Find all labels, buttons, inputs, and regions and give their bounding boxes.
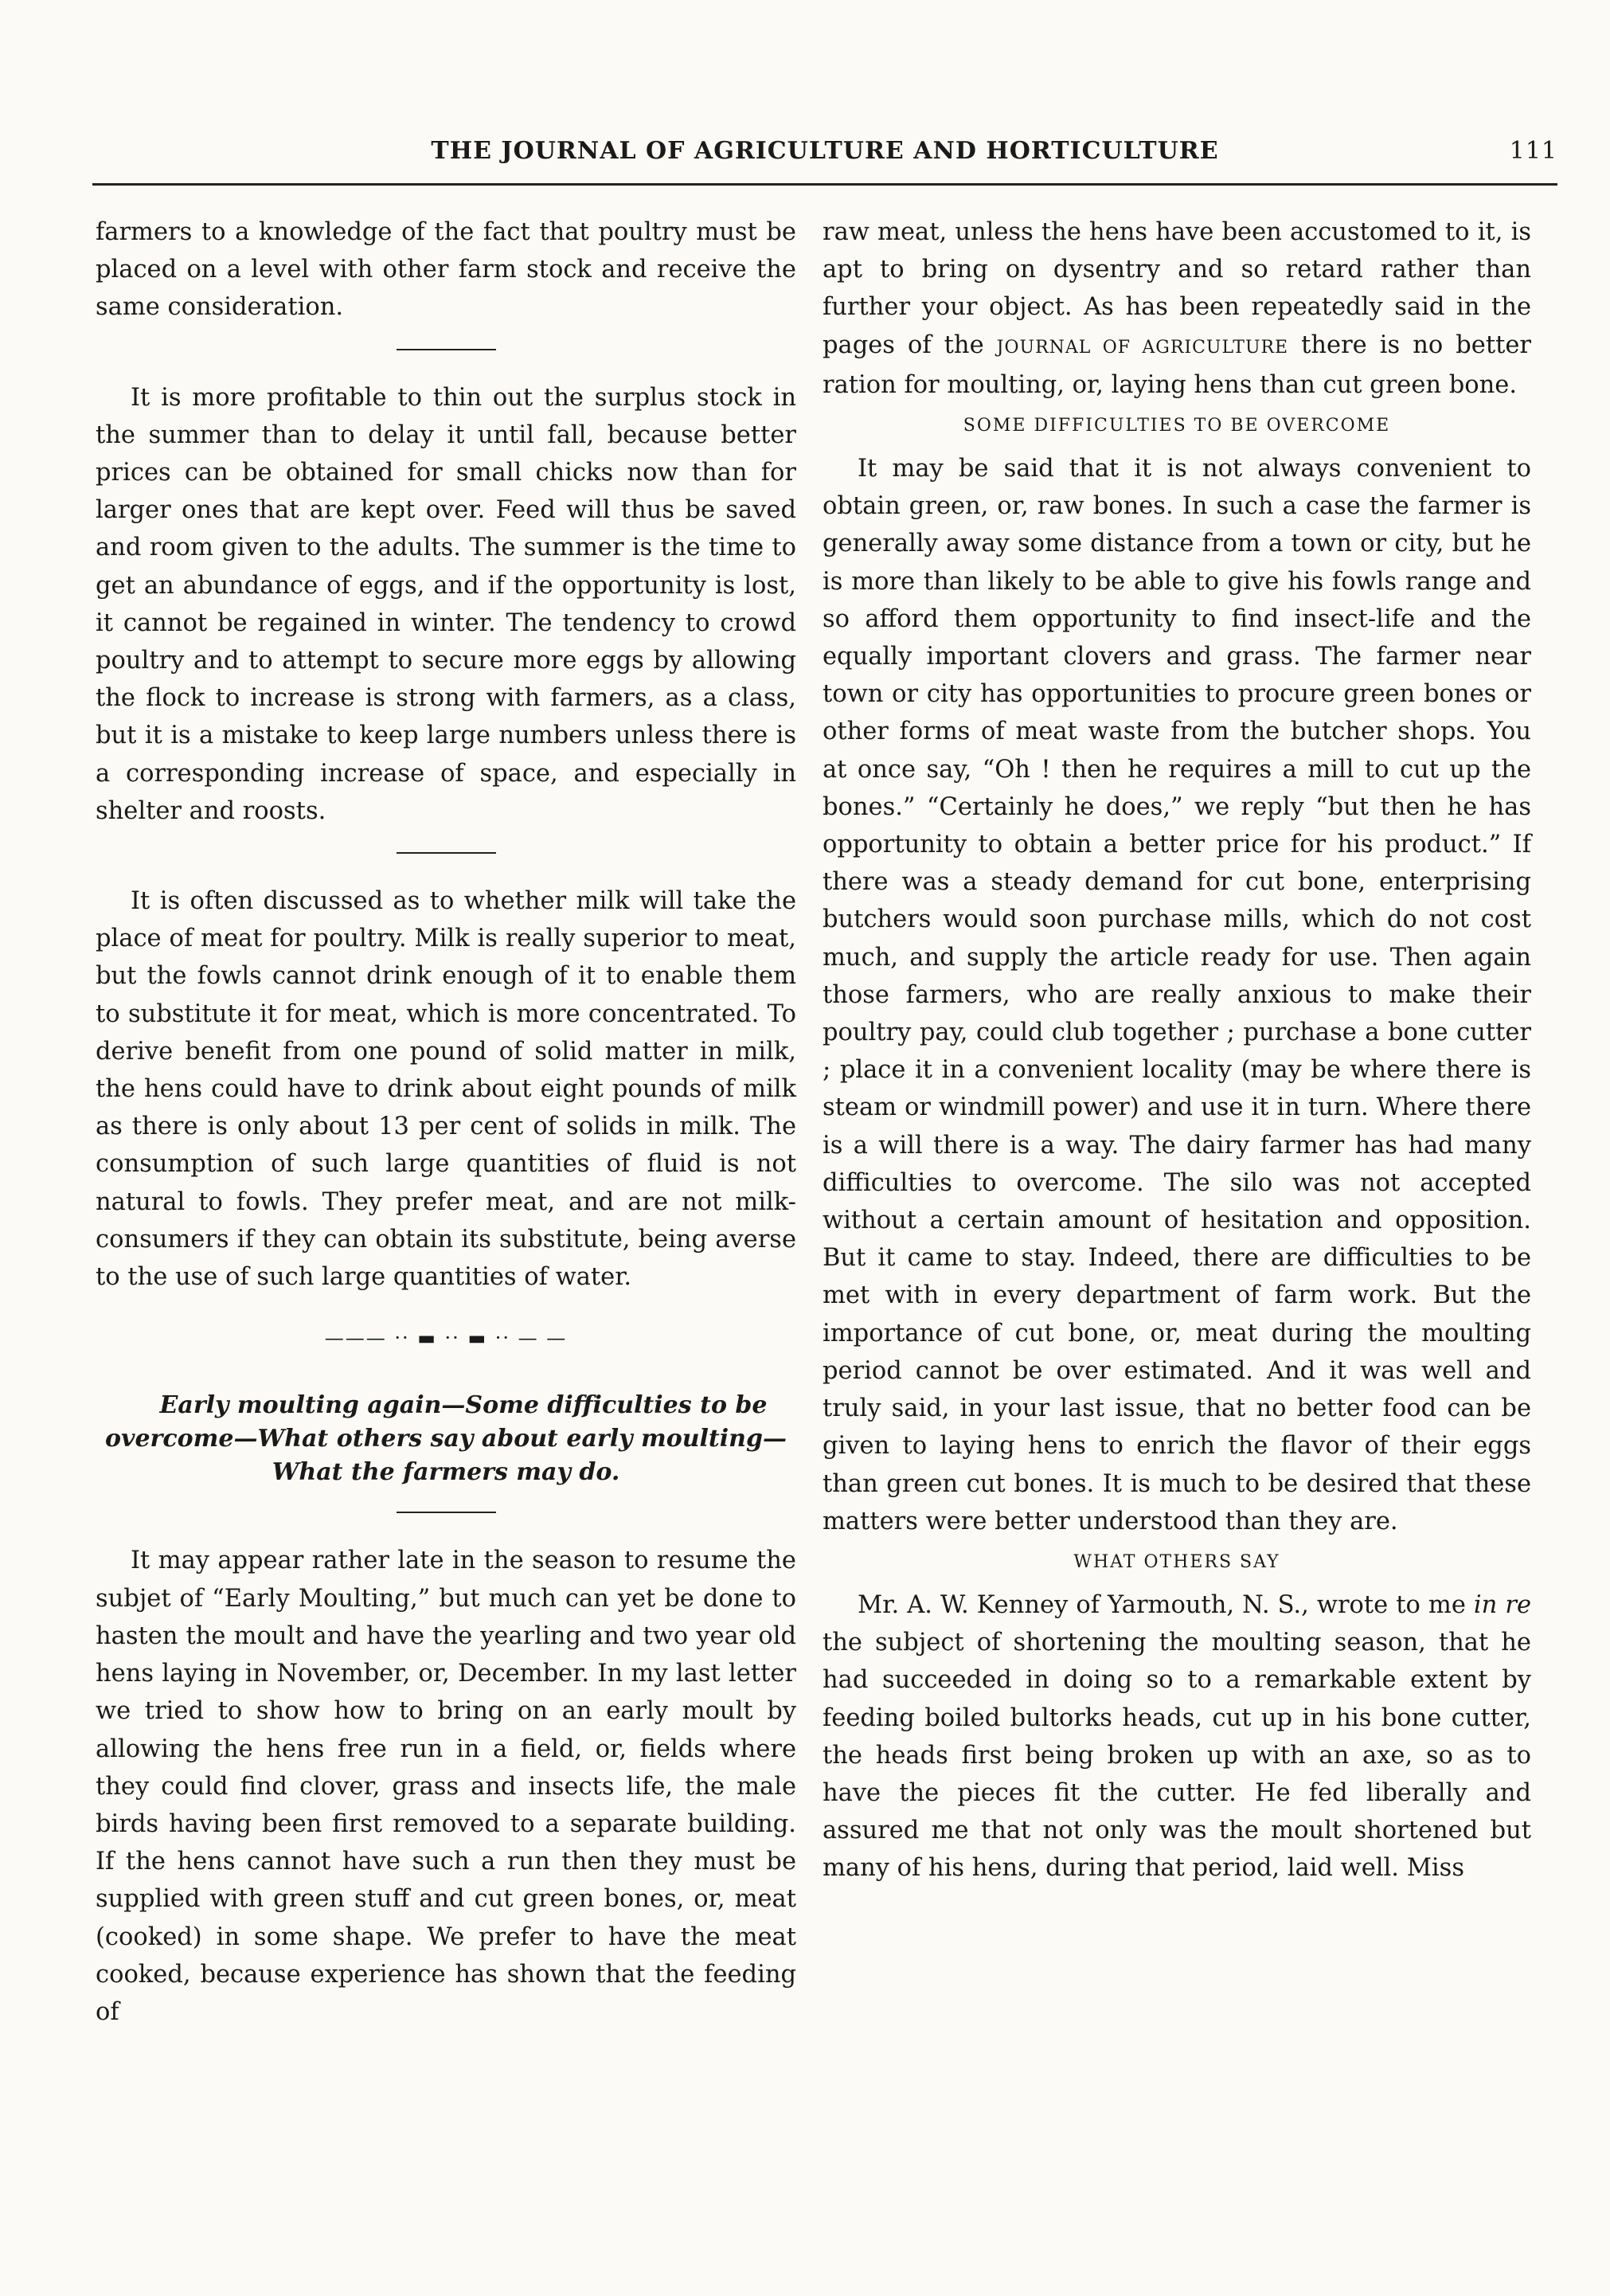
text-span: raw meat, unless the hens have been accustomed to it, is apt to bring on dysentry and so retard rather than further your object. As has been repeatedly said in the pages of the <box>823 218 1531 359</box>
text-span: there is no better ration for moulting, or, laying hens than cut green bone. <box>823 331 1531 399</box>
paragraph-surplus-stock: It is more profitable to thin out the surplus stock in the summer than to delay it until fall, because better prices can be obtained for small chicks now than for larger ones that are kept over. Feed will thus be saved and room given to the adults. The summer is the time to get an abundance of eggs, and if the opportunity is lost, it cannot be regained in winter. The tendency to crowd poultry and to attempt to secure more eggs by allowing the flock to increase is strong with farmers, as a class, but it is a mistake to keep large numbers unless there is a corresponding increase of space, and especially in shelter and roosts. <box>96 383 796 825</box>
header-rule <box>92 183 1557 186</box>
text-span: the subject of shortening the moulting season, that he had succeeded in doing so to a remarkable extent by feeding boiled bultorks heads, cut up in his bone cutter, the heads first being broken up with an axe, so as to have the pieces fit the cutter. He fed liberally and assured me that not only was the moult shortened but many of his hens, during that period, laid well. Miss <box>823 1629 1531 1883</box>
section-divider <box>397 349 496 350</box>
paragraph-continued: farmers to a knowledge of the fact that poultry must be placed on a level with other farm stock and receive the same consideration. <box>96 218 796 322</box>
paragraph-milk-vs-meat: It is often discussed as to whether milk will take the place of meat for poultry. Milk is really superior to meat, but the fowls cannot drink enough of it to enable them to substitute it for meat, which is more concentrated. To derive benefit from one pound of solid matter in milk, the hens could have to drink about eight pounds of milk as there is only about 13 per cent of solids in milk. The consumption of such large quantities of fluid is not natural to fowls. They prefer meat, and are not milk-consumers if they can obtain its substitute, being averse to the use of such large quantities of water. <box>96 887 796 1292</box>
subheading-difficulties: SOME DIFFICULTIES TO BE OVERCOME <box>963 416 1391 436</box>
journal-title: THE JOURNAL OF AGRICULTURE AND HORTICULTURE <box>431 137 1219 165</box>
subheading-what-others-say: WHAT OTHERS SAY <box>1073 1551 1280 1572</box>
ornamental-divider: ——— ·· ▬ ·· ▬ ·· — — <box>324 1327 568 1350</box>
paragraph-kenney <box>823 1586 1531 1887</box>
section-divider <box>397 1512 496 1513</box>
latin-phrase: in re <box>1473 1590 1531 1619</box>
article-heading: Early moulting again—Some difficulties to be overcome—What others say about early moulting—What the farmers may do. <box>105 1391 787 1487</box>
paragraph-early-moulting: It may appear rather late in the season to resume the subjet of “Early Moulting,” but much can yet be done to hasten the moult and have the yearling and two year old hens laying in November, or, December. In my last letter we tried to show how to bring on an early moult by allowing the hens free run in a field, or, fields where they could find clover, grass and insects life, the male birds having been first removed to a separate building. If the hens cannot have such a run then they must be supplied with green stuff and cut green bones, or, meat (cooked) in some shape. We prefer to have the meat cooked, because experience has shown that the feeding of <box>96 1547 796 2026</box>
text-span: Mr. A. W. Kenney of Yarmouth, N. S., wrote to me <box>858 1590 1466 1619</box>
section-divider <box>397 852 496 854</box>
paragraph-difficulties: It may be said that it is not always convenient to obtain green, or, raw bones. In such a case the farmer is generally away some distance from a town or city, but he is more than likely to be able to give his fowls range and so afford them opportunity to find insect-life and the equally important clovers and grass. The farmer near town or city has opportunities to procure green bones or other forms of meat waste from the butcher shops. You at once say, “Oh ! then he requires a mill to cut up the bones.” “Certainly he does,” we reply “but then he has opportunity to obtain a better price for his product.” If there was a steady demand for cut bone, enterprising butchers would soon purchase mills, which do not cost much, and supply the article ready for use. Then again those farmers, who are really anxious to make their poultry pay, could club together ; purchase a bone cutter ; place it in a convenient locality (may be where there is steam or windmill power) and use it in turn. Where there is a will there is a way. The dairy farmer has had many difficulties to overcome. The silo was not accepted without a certain amount of hesitation and opposition. But it came to stay. Indeed, there are difficulties to be met with in every department of farm work. But the importance of cut bone, or, meat during the moulting period cannot be over estimated. And it was well and truly said, in your last issue, that no better food can be given to laying hens to enrich the flavor of their eggs than green cut bones. It is much to be desired that these matters were better understood than they are. <box>823 455 1531 1535</box>
right-column <box>823 213 1531 1887</box>
journal-name: JOURNAL OF AGRICULTURE <box>996 337 1289 358</box>
paragraph-raw-meat <box>823 213 1531 404</box>
running-header <box>92 137 1557 177</box>
page-number: 111 <box>1509 137 1557 165</box>
left-column <box>96 213 796 2031</box>
